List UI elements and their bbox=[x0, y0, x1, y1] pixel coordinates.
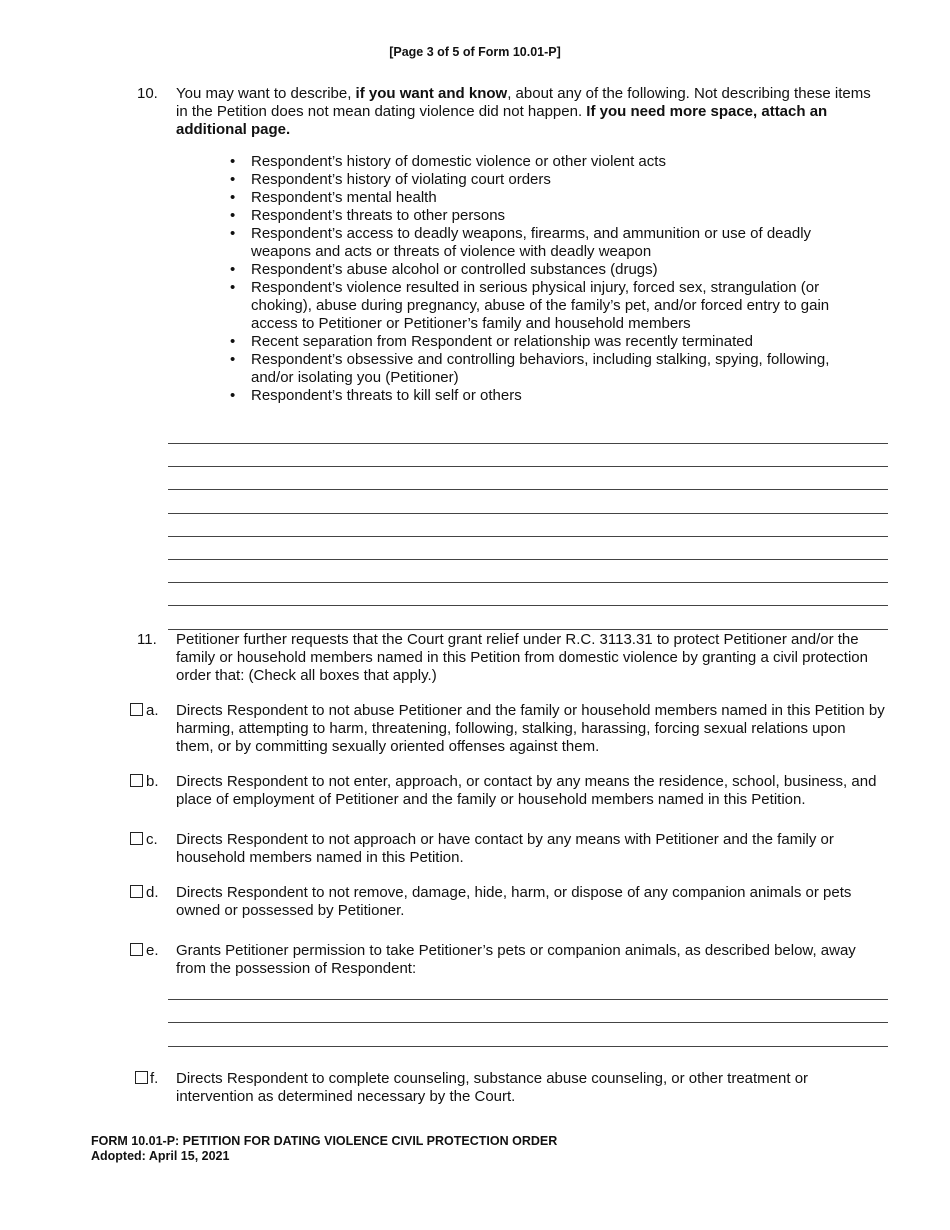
description-line[interactable] bbox=[168, 513, 888, 514]
adopted-date: Adopted: April 15, 2021 bbox=[91, 1149, 230, 1163]
bullet-item: • Respondent’s violence resulted in serious physical injury, forced sex, strangulation (or choking), abuse during pregnancy, abuse of the family’s pet, and/or forced entry to gain access to Petitioner or Petitioner’s family and household members bbox=[230, 279, 870, 333]
item-10-number: 10. bbox=[137, 85, 158, 102]
item-10-text-b: if you want and know bbox=[355, 85, 508, 102]
pet-description-line[interactable] bbox=[168, 999, 888, 1000]
bullet-item: • Respondent’s mental health bbox=[230, 189, 870, 207]
bullet-item: • Respondent’s access to deadly weapons, firearms, and ammunition or use of deadly weapons and acts or threats of violence with deadly weapon bbox=[230, 225, 870, 261]
pet-description-line[interactable] bbox=[168, 1022, 888, 1023]
page-header: [Page 3 of 5 of Form 10.01-P] bbox=[389, 45, 561, 59]
option-a-text: Directs Respondent to not abuse Petitioner and the family or household members named in this Petition by harming, attempting to harm, threatening, following, stalking, harassing, forcing sexual relations upon them, or by committing sexually oriented offenses against them. bbox=[176, 702, 885, 755]
pet-description-line[interactable] bbox=[168, 1046, 888, 1047]
form-title: FORM 10.01-P: PETITION FOR DATING VIOLENCE CIVIL PROTECTION ORDER bbox=[91, 1134, 558, 1148]
bullet-item: • Respondent’s history of domestic violence or other violent acts bbox=[230, 153, 870, 171]
option-d-letter: d. bbox=[146, 884, 159, 901]
option-f-text: Directs Respondent to complete counseling, substance abuse counseling, or other treatment or intervention as determined necessary by the Court. bbox=[176, 1070, 809, 1105]
option-c-letter: c. bbox=[146, 831, 158, 848]
option-b-text: Directs Respondent to not enter, approach, or contact by any means the residence, school, business, and place of employment of Petitioner and the family or household members named in this Petition. bbox=[176, 773, 877, 808]
item-11-text: Petitioner further requests that the Court grant relief under R.C. 3113.31 to protect Petitioner and/or the family or household members named in this Petition from domestic violence by granting a civil protection order that: (Check all boxes that apply.) bbox=[176, 631, 868, 684]
bullet-item: • Respondent’s threats to other persons bbox=[230, 207, 870, 225]
option-e-letter: e. bbox=[146, 942, 159, 959]
bullet-item: • Respondent’s history of violating court orders bbox=[230, 171, 870, 189]
bullet-item: • Recent separation from Respondent or relationship was recently terminated bbox=[230, 333, 870, 351]
description-line[interactable] bbox=[168, 605, 888, 606]
description-line[interactable] bbox=[168, 443, 888, 444]
item-11-number: 11. bbox=[137, 631, 157, 648]
option-b-letter: b. bbox=[146, 773, 159, 790]
item-10-text bbox=[176, 85, 886, 139]
item-10-bullet-list bbox=[230, 153, 870, 405]
item-10-text-a: You may want to describe, bbox=[176, 85, 356, 102]
option-a-checkbox[interactable] bbox=[130, 703, 143, 716]
option-d-checkbox[interactable] bbox=[130, 885, 143, 898]
option-e-checkbox[interactable] bbox=[130, 943, 143, 956]
description-line[interactable] bbox=[168, 559, 888, 560]
bullet-item: • Respondent’s obsessive and controlling behaviors, including stalking, spying, following, and/or isolating you (Petitioner) bbox=[230, 351, 870, 387]
description-line[interactable] bbox=[168, 629, 888, 630]
description-line[interactable] bbox=[168, 489, 888, 490]
item-10-text-d: If you need more space, attach an additional page. bbox=[176, 103, 828, 138]
description-line[interactable] bbox=[168, 466, 888, 467]
option-f-checkbox[interactable] bbox=[135, 1071, 148, 1084]
option-f-letter: f. bbox=[150, 1070, 159, 1087]
bullet-item: • Respondent’s threats to kill self or others bbox=[230, 387, 870, 405]
form-footer bbox=[91, 1134, 557, 1164]
option-d-text: Directs Respondent to not remove, damage, hide, harm, or dispose of any companion animals or pets owned or possessed by Petitioner. bbox=[176, 884, 852, 919]
option-a-letter: a. bbox=[146, 702, 159, 719]
description-line[interactable] bbox=[168, 582, 888, 583]
option-c-checkbox[interactable] bbox=[130, 832, 143, 845]
option-b-checkbox[interactable] bbox=[130, 774, 143, 787]
bullet-item: • Respondent’s abuse alcohol or controlled substances (drugs) bbox=[230, 261, 870, 279]
description-line[interactable] bbox=[168, 536, 888, 537]
item-10-text-c: , about any of the following. Not describing these items in the Petition does not mean dating violence did not happen. bbox=[176, 85, 871, 120]
option-e-text: Grants Petitioner permission to take Petitioner’s pets or companion animals, as described below, away from the possession of Respondent: bbox=[176, 942, 856, 977]
option-c-text: Directs Respondent to not approach or have contact by any means with Petitioner and the family or household members named in this Petition. bbox=[176, 831, 834, 866]
